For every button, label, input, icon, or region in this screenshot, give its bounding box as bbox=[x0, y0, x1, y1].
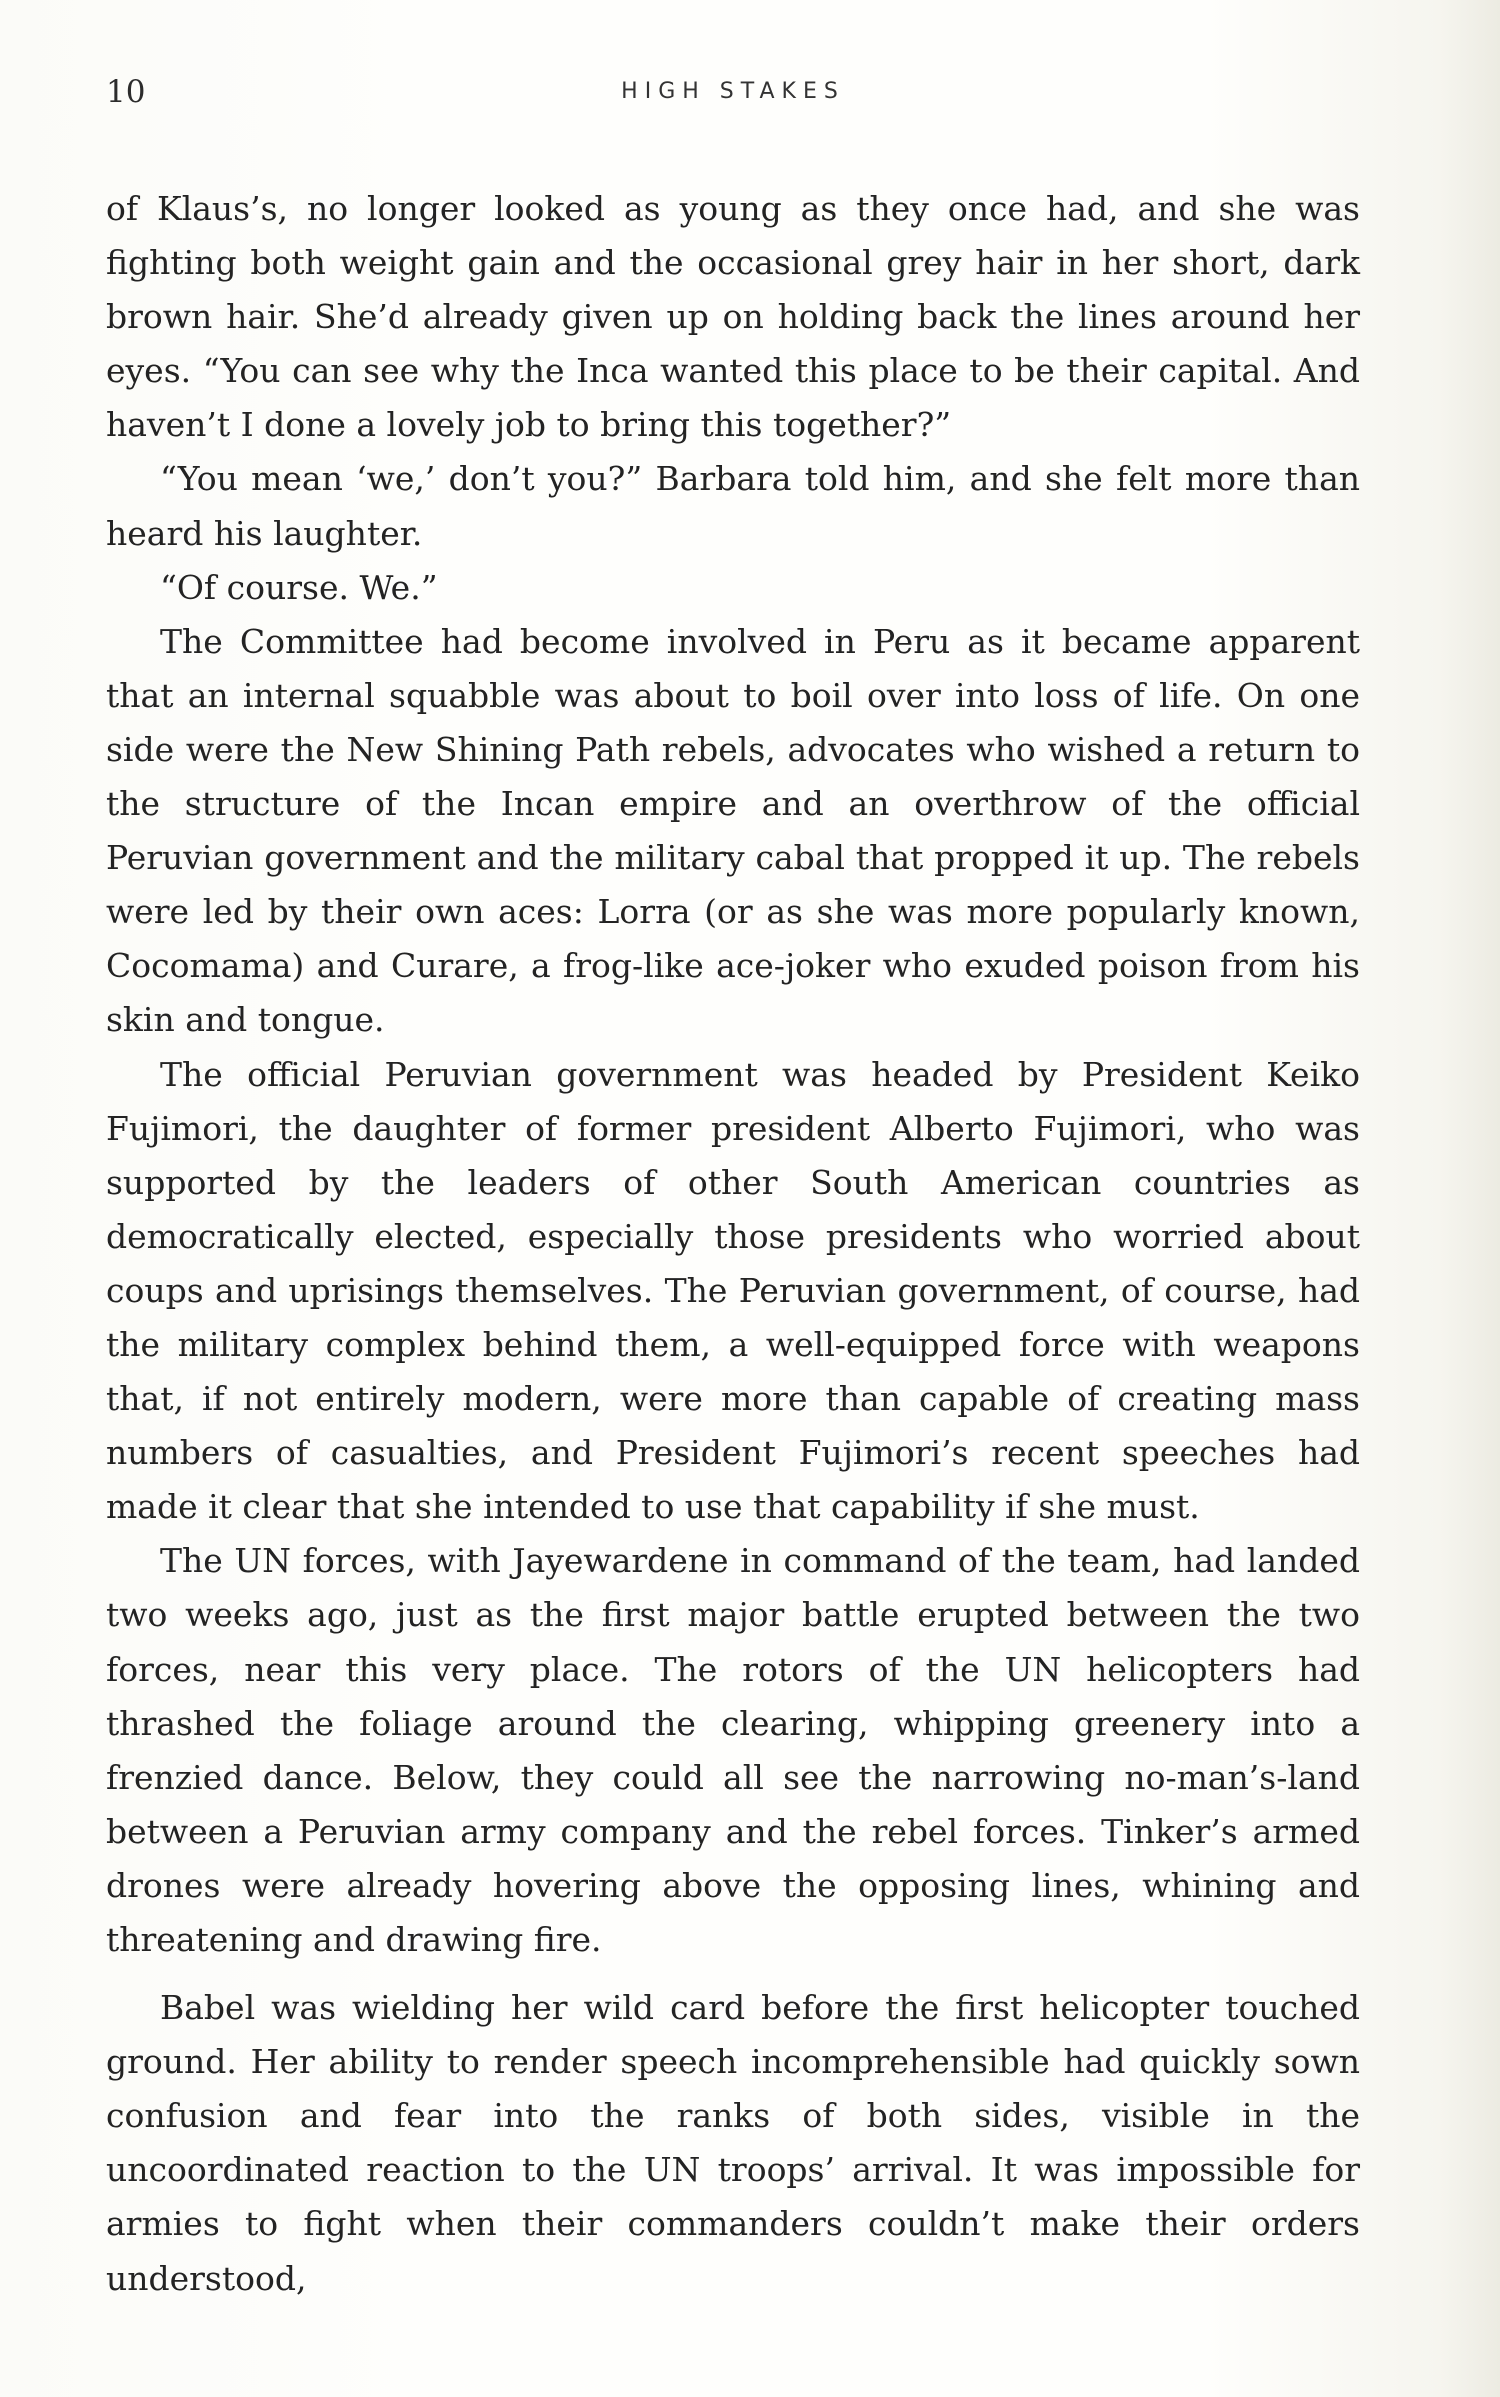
paragraph: The Committee had become involved in Peru as it became apparent that an internal squabble was about to boil over into loss of life. On one side were the New Shining Path rebels, advocates who wished a return to the structure of the Incan empire and an overthrow of the official Peruvian government and the military cabal that propped it up. The rebels were led by their own aces: Lorra (or as she was more popularly known, Cocomama) and Curare, a frog-like ace-joker who exuded poison from his skin and tongue. bbox=[106, 621, 1360, 1040]
paragraph: Babel was wielding her wild card before the first helicopter touched ground. Her ability to render speech incomprehensible had quickly sown confusion and fear into the ranks of both sides, visible in the uncoordinated reaction to the UN troops’ arrival. It was impossible for armies to fight when their commanders couldn’t make their orders understood, bbox=[106, 1988, 1360, 2298]
paragraph: The official Peruvian government was headed by President Keiko Fujimori, the daughter of former president Alberto Fujimori, who was supported by the leaders of other South American countries as democratically elected, especially those presidents who worried about coups and uprisings themselves. The Peruvian government, of course, had the military complex behind them, a well-equipped force with weapons that, if not entirely modern, were more than capable of creating mass numbers of casualties, and President Fujimori’s recent speeches had made it clear that she intended to use that capability if she must. bbox=[106, 1054, 1360, 1527]
paragraph: of Klaus’s, no longer looked as young as they once had, and she was fighting both weight gain and the occasional grey hair in her short, dark brown hair. She’d already given up on holding back the lines around her eyes. “You can see why the Inca wanted this place to be their capital. And haven’t I done a lovely job to bring this together?” bbox=[106, 189, 1360, 445]
body-text bbox=[106, 182, 1360, 2306]
paragraph: “Of course. We.” bbox=[160, 567, 438, 607]
running-head bbox=[106, 72, 1360, 112]
paragraph: “You mean ‘we,’ don’t you?” Barbara told him, and she felt more than heard his laughter. bbox=[106, 459, 1360, 553]
paragraph: The UN forces, with Jayewardene in command of the team, had landed two weeks ago, just as the first major battle erupted between the two forces, near this very place. The rotors of the UN helicopters had thrashed the foliage around the clearing, whipping greenery into a frenzied dance. Below, they could all see the narrowing no-man’s-land between a Peruvian army company and the rebel forces. Tinker’s armed drones were already hovering above the opposing lines, whining and threatening and drawing fire. bbox=[106, 1541, 1360, 1959]
book-title: HIGH STAKES bbox=[621, 79, 845, 104]
page-number: 10 bbox=[106, 74, 146, 110]
